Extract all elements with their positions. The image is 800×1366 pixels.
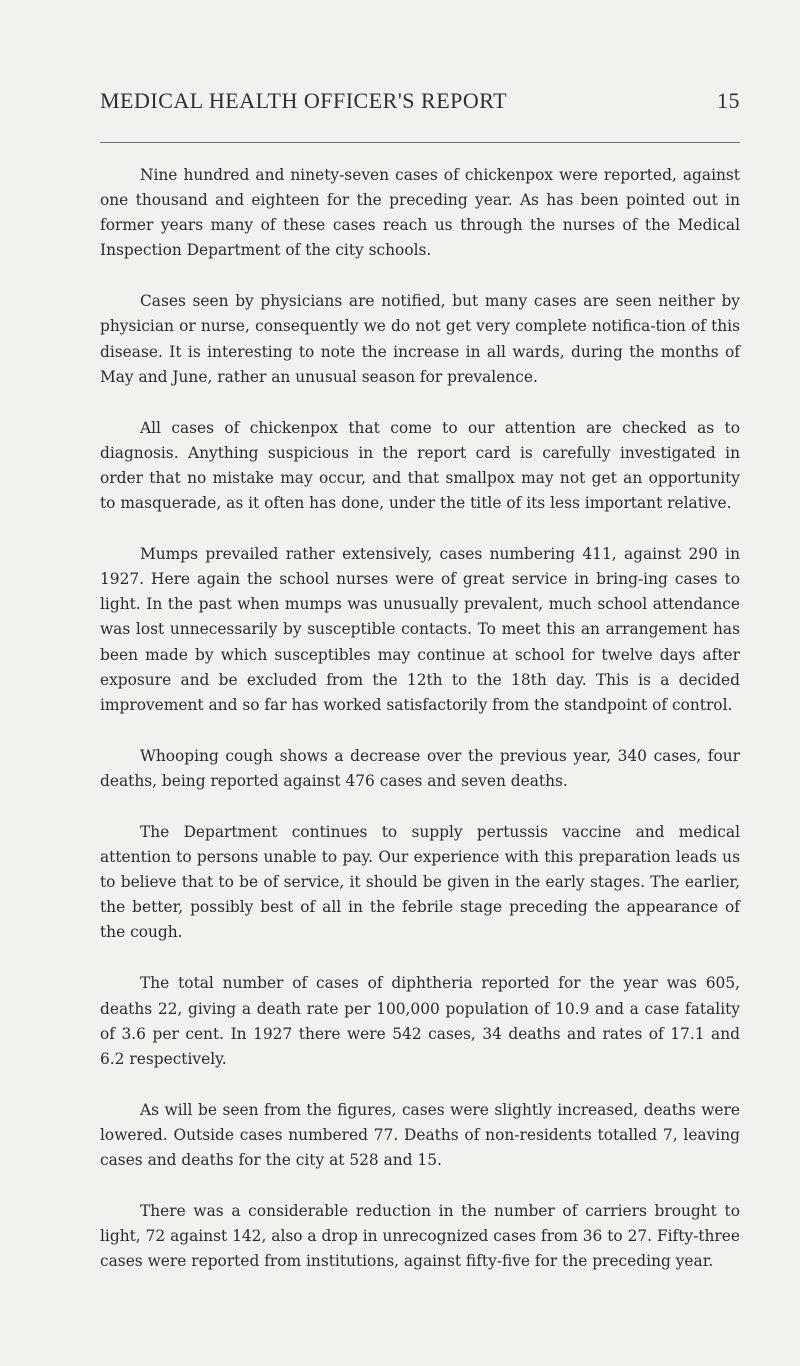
- paragraph-diphtheria-figures: As will be seen from the figures, cases were slightly increased, deaths were lowered. Outside cases numbered 77. Deaths of non-residents totalled 7, leaving cases and deaths for the city at 528 and 15.: [100, 1100, 740, 1169]
- report-body: [100, 163, 740, 1300]
- header-rule: [100, 142, 740, 143]
- paragraph-mumps: Mumps prevailed rather extensively, cases numbering 411, against 290 in 1927. Here again the school nurses were of great service in bring-ing cases to light. In the past when mumps was unusually prevalent, much school attendance was lost unnecessarily by susceptible contacts. To meet this an arrangement has been made by which susceptibles may continue at school for twelve days after exposure and be excluded from the 12th to the 18th day. This is a decided improvement and so far has worked satisfactorily from the standpoint of control.: [100, 545, 740, 714]
- paragraph-diphtheria-totals: The total number of cases of diphtheria reported for the year was 605, deaths 22, giving a death rate per 100,000 population of 10.9 and a case fatality of 3.6 per cent. In 1927 there were 542 cases, 34 deaths and rates of 17.1 and 6.2 respectively.: [100, 974, 740, 1068]
- paragraph-chickenpox-cases: Nine hundred and ninety-seven cases of chickenpox were reported, against one thousand and eighteen for the preceding year. As has been pointed out in former years many of these cases reach us through the nurses of the Medical Inspection Department of the city schools.: [100, 166, 740, 260]
- paragraph-pertussis-vaccine: The Department continues to supply pertussis vaccine and medical attention to persons unable to pay. Our experience with this preparation leads us to believe that to be of service, it should be given in the early stages. The earlier, the better, possibly best of all in the febrile stage preceding the appearance of the cough.: [100, 822, 740, 942]
- page-number: 15: [717, 88, 740, 113]
- running-head: [100, 88, 740, 114]
- report-title: MEDICAL HEALTH OFFICER'S REPORT: [100, 88, 508, 113]
- paragraph-chickenpox-notification: Cases seen by physicians are notified, but many cases are seen neither by physician or nurse, consequently we do not get very complete notifica-tion of this disease. It is interesting to note the increase in all wards, during the months of May and June, rather an unusual season for prevalence.: [100, 292, 740, 386]
- paragraph-carriers: There was a considerable reduction in the number of carriers brought to light, 72 against 142, also a drop in unrecognized cases from 36 to 27. Fifty-three cases were reported from institutions, against fifty-five for the preceding year.: [100, 1202, 740, 1271]
- paragraph-chickenpox-diagnosis: All cases of chickenpox that come to our attention are checked as to diagnosis. Anything suspicious in the report card is carefully investigated in order that no mistake may occur, and that smallpox may not get an opportunity to masquerade, as it often has done, under the title of its less important relative.: [100, 418, 740, 513]
- paragraph-whooping-cough: Whooping cough shows a decrease over the previous year, 340 cases, four deaths, being reported against 476 cases and seven deaths.: [100, 746, 740, 790]
